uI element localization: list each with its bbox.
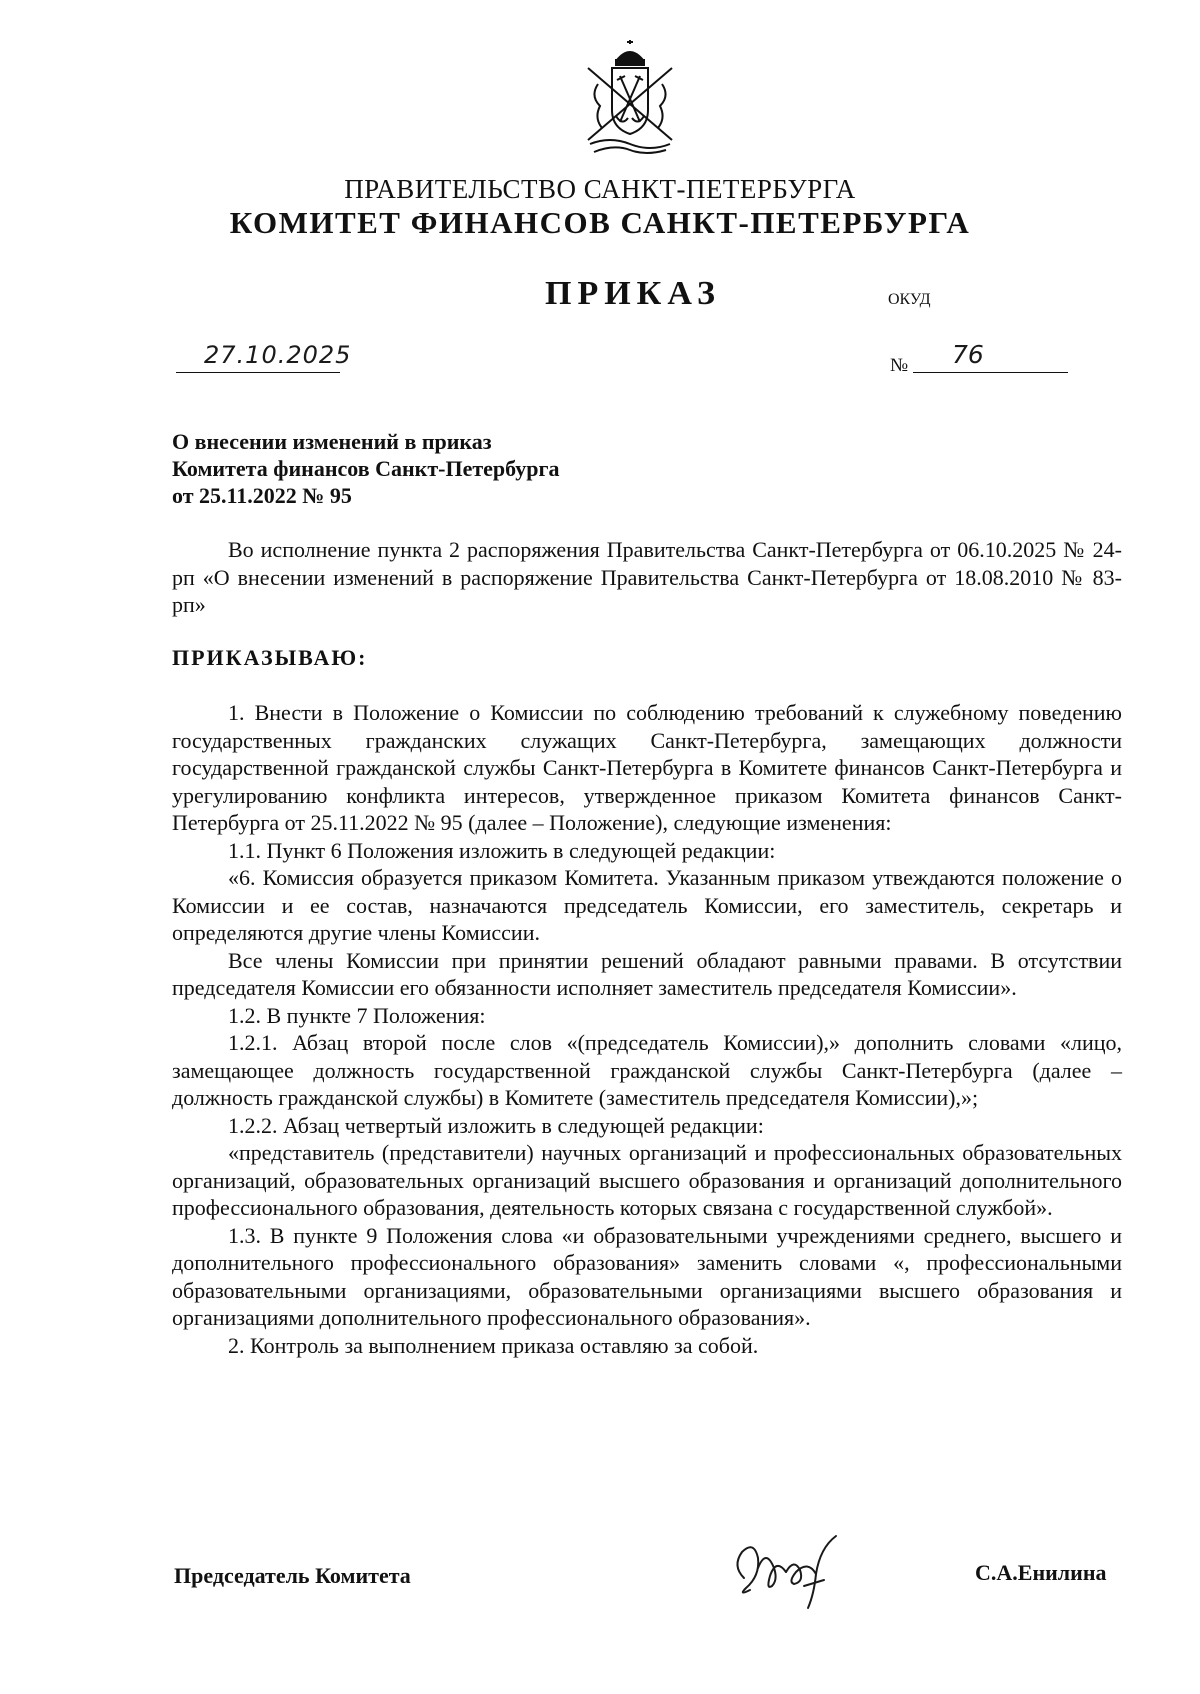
subject-line: Комитета финансов Санкт-Петербурга (172, 456, 560, 481)
paragraph: Все члены Комиссии при принятии решений обладают равными правами. В отсутствии председателя Комиссии его обязанности исполняет заместитель председателя Комиссии». (172, 947, 1122, 1000)
paragraph: 1. Внести в Положение о Комиссии по соблюдению требований к служебному поведению государственных гражданских служащих Санкт-Петербурга, замещающих должности государственной гражданской службы Санкт-Петербурга в Комитете финансов Санкт-Петербурга и урегулированию конфликта интересов, утвержденное приказом Комитета финансов Санкт-Петербурга от 25.11.2022 № 95 (далее – Положение), следующие изменения: (172, 700, 1122, 835)
spb-coat-of-arms-icon (570, 40, 690, 158)
paragraph: «6. Комиссия образуется приказом Комитета. Указанным приказом утвеждаются положение о Комиссии и ее состав, назначаются председатель Комиссии, его заместитель, секретарь и определяются другие члены Комиссии. (172, 865, 1122, 945)
preamble-text: Во исполнение пункта 2 распоряжения Правительства Санкт-Петербурга от 06.10.2025 № 24-рп «О внесении изменений в распоряжение Правительства Санкт-Петербурга от 18.08.2010 № 83-рп» (172, 537, 1122, 617)
signatory-name: С.А.Енилина (975, 1560, 1107, 1585)
paragraph: 1.2.2. Абзац четвертый изложить в следующей редакции: (228, 1112, 764, 1138)
paragraph: 1.3. В пункте 9 Положения слова «и образовательными учреждениями среднего, высшего и дополнительного профессионального образования» заменить словами «, профессиональными образовательными организациями, образовательными организациями высшего образования и организациями дополнительного профессионального образования». (172, 1222, 1122, 1330)
date-underline (176, 372, 340, 373)
paragraph: 1.2.1. Абзац второй после слов «(председатель Комиссии),» дополнить словами «лицо, замещающее должность государственной гражданской службы Санкт-Петербурга (далее – должность гражданской службы) в Комитете (заместитель председателя Комиссии),»; (172, 1030, 1122, 1110)
order-date: 27.10.2025 (204, 341, 352, 369)
government-name: ПРАВИТЕЛЬСТВО САНКТ-ПЕТЕРБУРГА (344, 174, 856, 204)
order-subject (172, 428, 560, 509)
order-body (172, 699, 1122, 1359)
order-number-label: № (890, 355, 909, 376)
signatory-title: Председатель Комитета (174, 1563, 411, 1588)
paragraph: 1.1. Пункт 6 Положения изложить в следующей редакции: (228, 837, 776, 863)
number-underline (913, 372, 1068, 373)
okud-label: ОКУД (888, 291, 931, 308)
paragraph: 1.2. В пункте 7 Положения: (228, 1002, 486, 1028)
committee-name: КОМИТЕТ ФИНАНСОВ САНКТ-ПЕТЕРБУРГА (229, 205, 971, 240)
subject-line: от 25.11.2022 № 95 (172, 483, 352, 508)
handwritten-signature (724, 1528, 854, 1613)
order-number: 76 (952, 340, 984, 369)
order-word: ПРИКАЗЫВАЮ: (172, 645, 368, 670)
subject-line: О внесении изменений в приказ (172, 429, 492, 454)
paragraph: 2. Контроль за выполнением приказа оставляю за собой. (228, 1332, 759, 1358)
document-type: ПРИКАЗ (545, 275, 721, 312)
paragraph: «представитель (представители) научных организаций и профессиональных образовательных организаций, образовательных организаций высшего образования и организаций дополнительного профессионального образования, деятельность которых связана с государственной службой». (172, 1140, 1122, 1220)
preamble (172, 536, 1122, 619)
